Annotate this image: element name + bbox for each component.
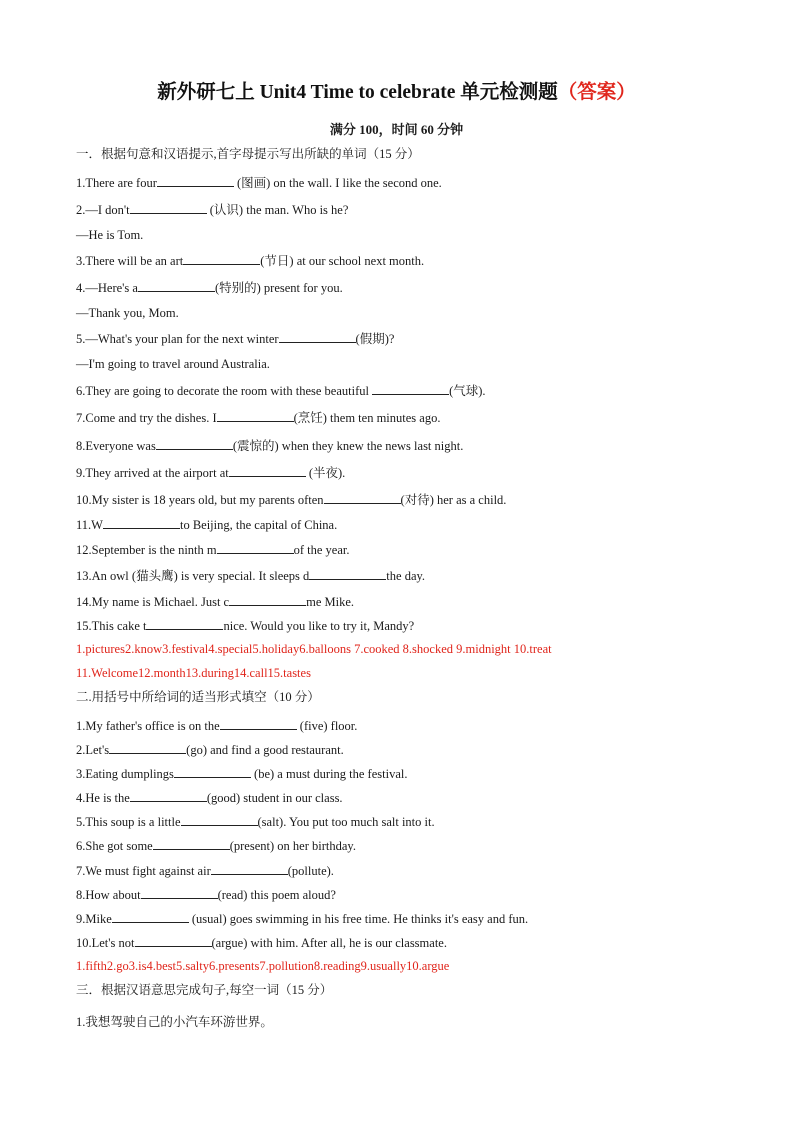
title-answer-tag: （答案）	[557, 82, 636, 103]
answer-blank[interactable]	[130, 201, 207, 214]
question: 4.He is the (good) student in our class.	[76, 791, 343, 805]
answer-blank[interactable]	[109, 741, 186, 754]
answer-blank[interactable]	[279, 330, 356, 343]
question: 8.Everyone was (震惊的) when they knew the news last night.	[76, 439, 464, 453]
answer-blank[interactable]	[157, 174, 234, 187]
answer-key: 11.Welcome12.month13.during14.call15.tastes	[76, 666, 311, 680]
dialogue-reply: —He is Tom.	[76, 228, 144, 242]
question: 5.This soup is a little (salt). You put too much salt into it.	[76, 815, 435, 829]
answer-blank[interactable]	[141, 886, 218, 899]
question: 13.An owl (猫头鹰) is very special. It sleeps d the day.	[76, 569, 426, 583]
question: 3.There will be an art (节日) at our school next month.	[76, 254, 425, 268]
answer-blank[interactable]	[130, 789, 207, 802]
answer-blank[interactable]	[156, 437, 233, 450]
question: 6.They are going to decorate the room with these beautiful (气球).	[76, 384, 486, 398]
dialogue-reply: —Thank you, Mom.	[76, 306, 179, 320]
answer-blank[interactable]	[174, 765, 251, 778]
question: 3.Eating dumplings (be) a must during the festival.	[76, 767, 408, 781]
question: 10.My sister is 18 years old, but my parents often (对待) her as a child.	[76, 493, 507, 507]
question: 9.They arrived at the airport at (半夜).	[76, 466, 346, 480]
answer-blank[interactable]	[372, 382, 449, 395]
answer-blank[interactable]	[135, 934, 212, 947]
answer-key: 1.fifth2.go3.is4.best5.salty6.presents7.pollution8.reading9.usually10.argue	[76, 959, 450, 973]
question: 9.Mike (usual) goes swimming in his free time. He thinks it's easy and fun.	[76, 912, 529, 926]
answer-blank[interactable]	[217, 541, 294, 554]
question: 4.—Here's a (特别的) present for you.	[76, 281, 343, 295]
answer-blank[interactable]	[153, 837, 230, 850]
question: 14.My name is Michael. Just c me Mike.	[76, 595, 355, 609]
section1-heading: 一．根据句意和汉语提示,首字母提示写出所缺的单词（15 分）	[76, 147, 420, 161]
question: 15.This cake t nice. Would you like to try it, Mandy?	[76, 619, 415, 633]
question: 1.我想驾驶自己的小汽车环游世界。	[76, 1015, 273, 1029]
exam-info: 满分 100，时间 60 分钟	[329, 122, 464, 137]
question: 8.How about (read) this poem aloud?	[76, 888, 336, 902]
title-main: 新外研七上 Unit4 Time to celebrate 单元检测题	[157, 82, 558, 103]
section2-heading: 二.用括号中所给词的适当形式填空（10 分）	[76, 690, 320, 704]
dialogue-reply: —I'm going to travel around Australia.	[76, 357, 270, 371]
answer-blank[interactable]	[229, 464, 306, 477]
answer-blank[interactable]	[181, 813, 258, 826]
answer-key: 1.pictures2.know3.festival4.special5.holiday6.balloons 7.cooked 8.shocked 9.midnight 10.treat	[76, 642, 552, 656]
question: 7.Come and try the dishes. I (烹饪) them ten minutes ago.	[76, 411, 441, 425]
section3-heading: 三．根据汉语意思完成句子,每空一词（15 分）	[76, 983, 333, 997]
answer-blank[interactable]	[324, 491, 401, 504]
question: 12.September is the ninth m of the year.	[76, 543, 350, 557]
answer-blank[interactable]	[309, 567, 386, 580]
answer-blank[interactable]	[112, 910, 189, 923]
question: 1.My father's office is on the (five) floor.	[76, 719, 358, 733]
answer-blank[interactable]	[146, 617, 223, 630]
question: 1.There are four (图画) on the wall. I like the second one.	[76, 176, 442, 190]
answer-blank[interactable]	[229, 593, 306, 606]
answer-blank[interactable]	[183, 252, 260, 265]
question: 6.She got some (present) on her birthday.	[76, 839, 356, 853]
question: 7.We must fight against air (pollute).	[76, 864, 334, 878]
question: 2.Let's (go) and find a good restaurant.	[76, 743, 344, 757]
answer-blank[interactable]	[138, 279, 215, 292]
question: 10.Let's not (argue) with him. After all, he is our classmate.	[76, 936, 447, 950]
question: 2.—I don't (认识) the man. Who is he?	[76, 203, 349, 217]
question: 5.—What's your plan for the next winter (假期)?	[76, 332, 395, 346]
question: 11.W to Beijing, the capital of China.	[76, 518, 338, 532]
answer-blank[interactable]	[103, 516, 180, 529]
answer-blank[interactable]	[217, 409, 294, 422]
answer-blank[interactable]	[220, 717, 297, 730]
page-title	[0, 76, 793, 104]
answer-blank[interactable]	[211, 862, 288, 875]
